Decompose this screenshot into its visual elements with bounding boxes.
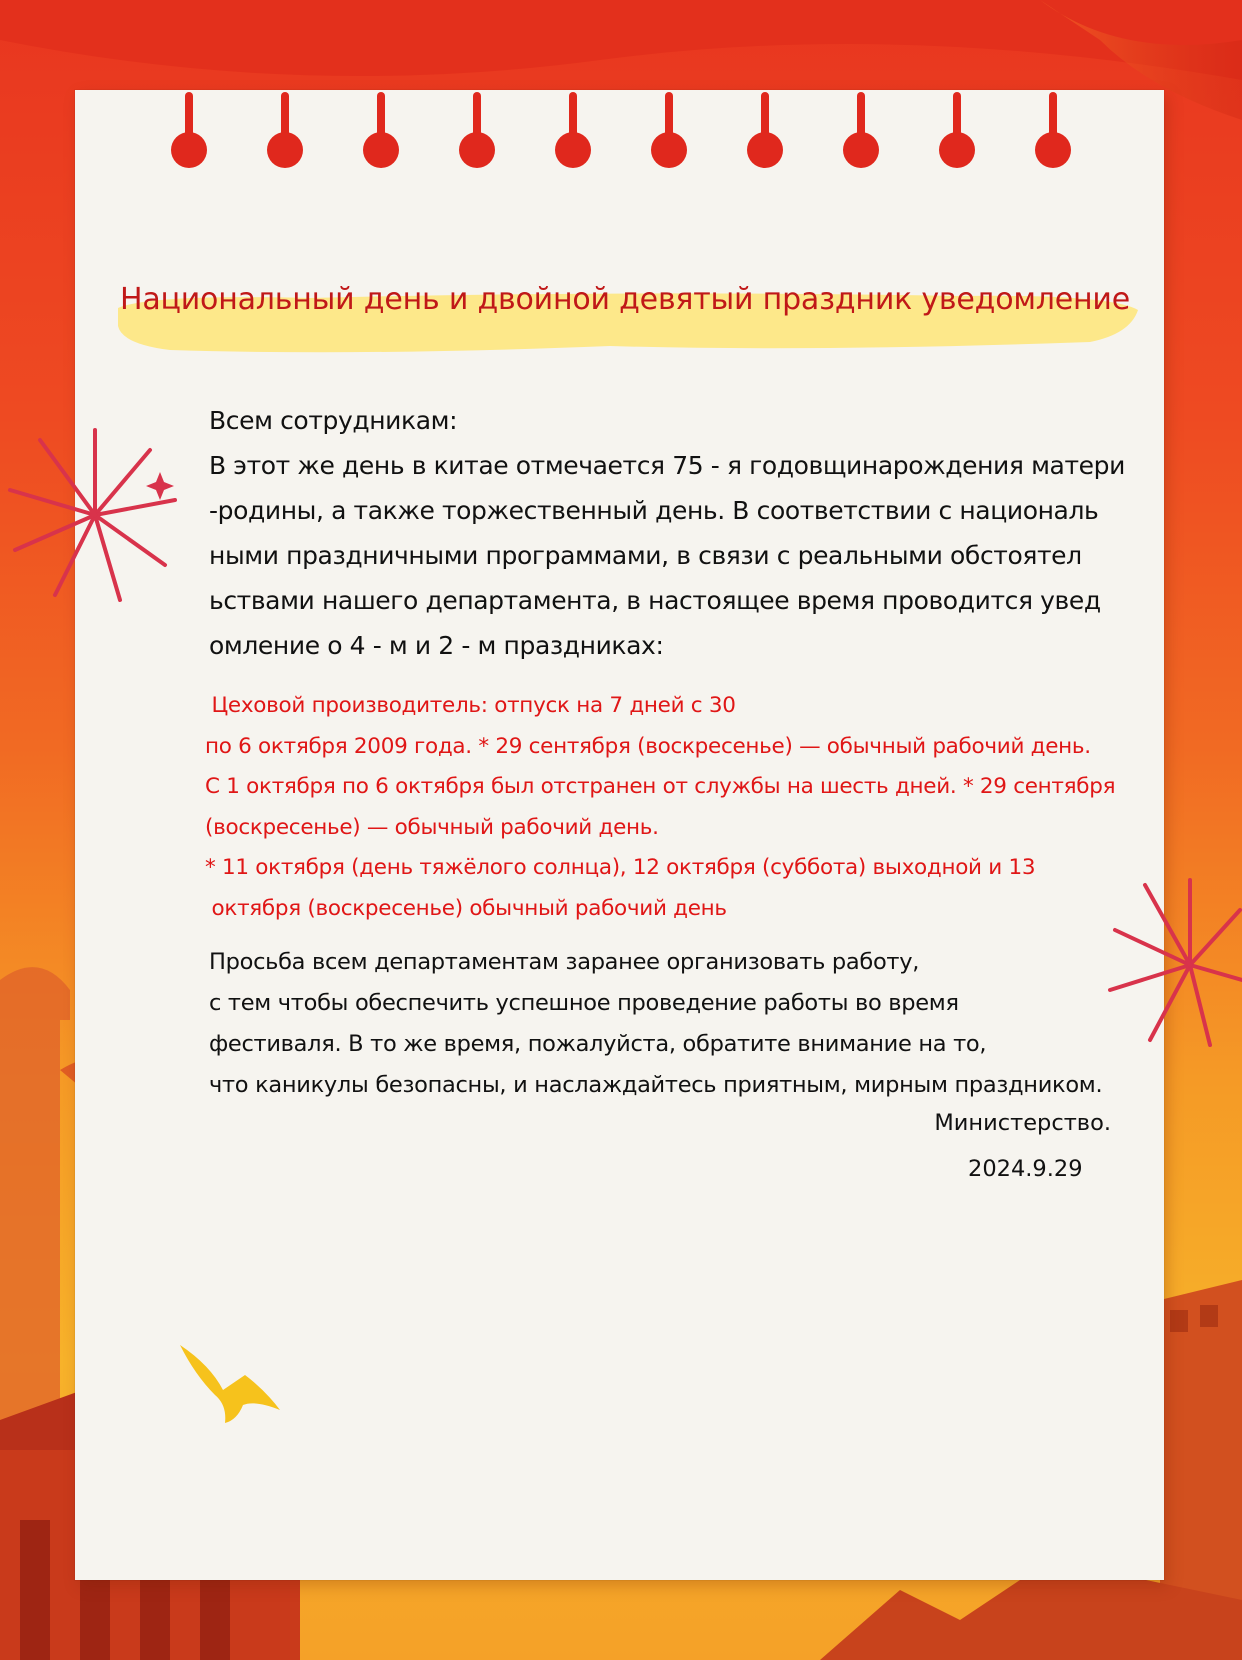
signature: Министерство. [934,1110,1111,1136]
notice-date: 2024.9.29 [968,1156,1083,1182]
notice-title: Национальный день и двойной девятый праздник уведомление [120,282,1130,317]
closing-line: фестиваля. В то же время, пожалуйста, обратите внимание на то, [209,1031,987,1057]
title-banner [110,272,1140,364]
intro-line: В этот же день в китае отмечается 75 - я годовщинарождения матери [209,451,1125,480]
schedule-line: (воскресенье) — обычный рабочий день. [205,814,659,840]
intro-line: омление о 4 - м и 2 - м праздниках: [209,631,664,660]
intro-line: ьствами нашего департамента, в настоящее время проводится увед [209,586,1101,615]
greeting: Всем сотрудникам: [209,406,458,435]
schedule-line: * 11 октября (день тяжёлого солнца), 12 октября (суббота) выходной и 13 [205,855,1036,880]
intro-line: -родины, а также торжественный день. В соответствии с националь [209,496,1099,525]
notice-intro [209,398,1129,668]
intro-line: ными праздничными программами, в связи с реальными обстоятел [209,541,1082,570]
closing-paragraph [209,942,1159,1106]
holiday-schedule [205,686,1155,929]
schedule-line: Цеховой производитель: отпуск на 7 дней с 30 [205,693,736,718]
closing-line: с тем чтобы обеспечить успешное проведение работы во время [209,990,959,1016]
schedule-line: октября (воскресенье) обычный рабочий день [205,895,727,921]
schedule-line: С 1 октября по 6 октября был отстранен от службы на шесть дней. * 29 сентября [205,774,1116,799]
closing-line: Просьба всем департаментам заранее организовать работу, [209,949,920,975]
schedule-line: по 6 октября 2009 года. * 29 сентября (воскресенье) — обычный рабочий день. [205,733,1091,759]
closing-line: что каникулы безопасны, и наслаждайтесь приятным, мирным праздником. [209,1072,1103,1098]
